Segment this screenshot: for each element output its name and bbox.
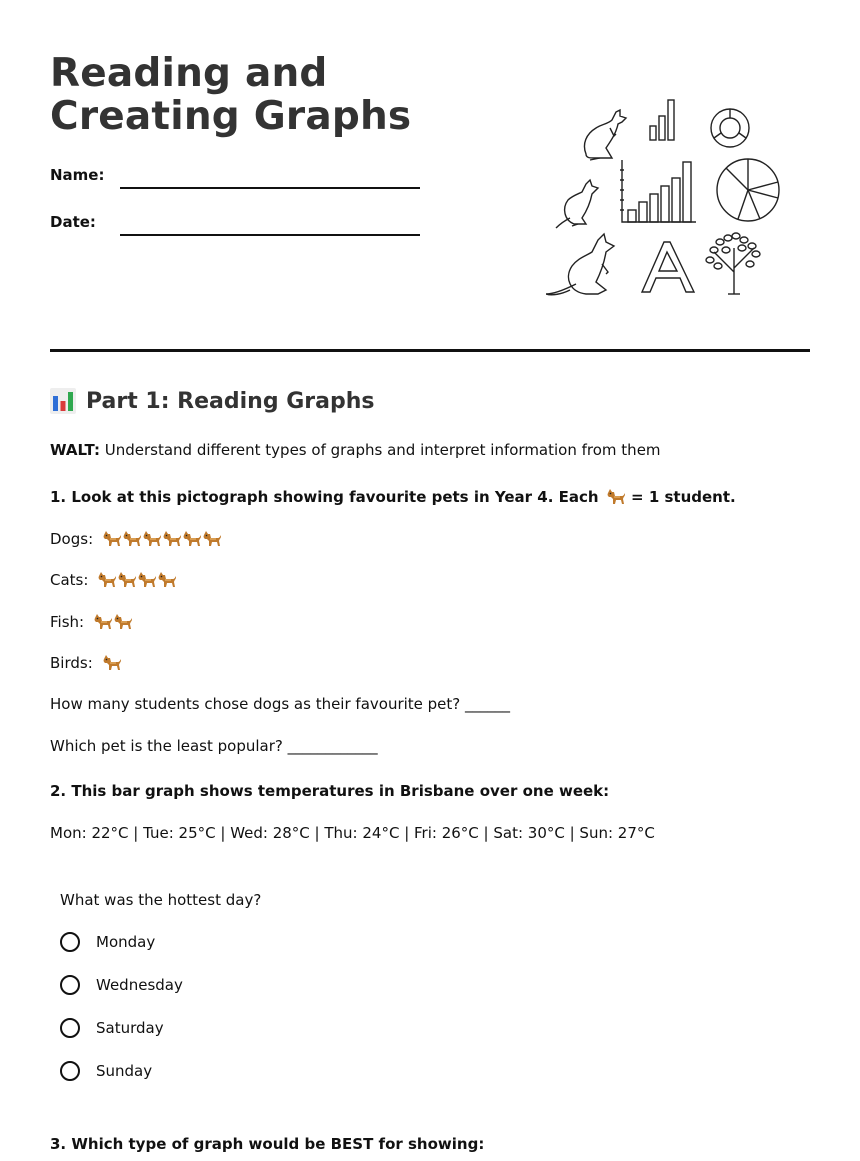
dog-icon bbox=[102, 529, 122, 547]
radio-button[interactable] bbox=[60, 932, 80, 952]
pictograph-row bbox=[50, 570, 177, 589]
tree-icon bbox=[706, 233, 760, 294]
name-line[interactable] bbox=[120, 187, 420, 189]
dog-icon bbox=[182, 529, 202, 547]
q2-prompt: What was the hottest day? bbox=[60, 891, 262, 909]
row-label-cats: Cats: bbox=[50, 571, 89, 589]
pictograph-row bbox=[50, 612, 133, 631]
q1-heading bbox=[50, 487, 736, 506]
kangaroo-graphs-clipart bbox=[546, 96, 786, 302]
dog-icon bbox=[157, 570, 177, 588]
pie-chart-icon bbox=[717, 159, 779, 221]
donut-chart-icon bbox=[711, 109, 749, 147]
walt-text: Understand different types of graphs and interpret information from them bbox=[99, 441, 661, 459]
option-saturday[interactable] bbox=[60, 1018, 164, 1038]
q1-question-b: Which pet is the least popular? ____________ bbox=[50, 737, 378, 755]
header-divider bbox=[50, 349, 810, 352]
q1-suffix: = 1 student. bbox=[631, 488, 736, 506]
pictograph-row bbox=[50, 653, 122, 672]
option-label: Wednesday bbox=[96, 976, 183, 994]
dog-icon bbox=[202, 529, 222, 547]
q3-heading: 3. Which type of graph would be BEST for showing: bbox=[50, 1135, 485, 1153]
date-label: Date: bbox=[50, 213, 96, 231]
kangaroo-medium-icon bbox=[556, 180, 598, 228]
dog-icon bbox=[162, 529, 182, 547]
option-wednesday[interactable] bbox=[60, 975, 183, 995]
dog-icon bbox=[102, 653, 122, 671]
dog-icon bbox=[122, 529, 142, 547]
row-label-fish: Fish: bbox=[50, 613, 85, 631]
dog-icons-cats bbox=[97, 570, 177, 588]
q2-temps: Mon: 22°C | Tue: 25°C | Wed: 28°C | Thu: 24°C | Fri: 26°C | Sat: 30°C | Sun: 27°C bbox=[50, 824, 655, 842]
radio-button[interactable] bbox=[60, 1061, 80, 1081]
option-label: Monday bbox=[96, 933, 156, 951]
kangaroo-large-icon bbox=[546, 234, 614, 295]
option-monday[interactable] bbox=[60, 932, 155, 952]
dog-icons-fish bbox=[93, 612, 133, 630]
name-label: Name: bbox=[50, 166, 105, 184]
q1-prefix: 1. Look at this pictograph showing favourite pets in Year 4. Each bbox=[50, 488, 599, 506]
dog-icon bbox=[606, 487, 626, 505]
pictograph-row bbox=[50, 529, 222, 548]
radio-button[interactable] bbox=[60, 1018, 80, 1038]
q1-question-a: How many students chose dogs as their favourite pet? ______ bbox=[50, 695, 511, 713]
walt-label: WALT: bbox=[50, 441, 100, 459]
bar-chart-icon bbox=[50, 388, 76, 414]
radio-button[interactable] bbox=[60, 975, 80, 995]
part1-title: Part 1: Reading Graphs bbox=[86, 388, 375, 414]
option-sunday[interactable] bbox=[60, 1061, 152, 1081]
bar-chart-icon bbox=[620, 160, 696, 222]
worksheet-page bbox=[50, 0, 810, 1161]
part1-heading bbox=[50, 388, 375, 414]
q2-heading: 2. This bar graph shows temperatures in Brisbane over one week: bbox=[50, 782, 610, 800]
dog-icon bbox=[97, 570, 117, 588]
letter-a-icon bbox=[642, 242, 694, 292]
dog-icon bbox=[117, 570, 137, 588]
row-label-dogs: Dogs: bbox=[50, 530, 94, 548]
option-label: Sunday bbox=[96, 1062, 153, 1080]
date-line[interactable] bbox=[120, 234, 420, 236]
row-label-birds: Birds: bbox=[50, 654, 93, 672]
walt-line bbox=[50, 441, 661, 459]
dog-icons-birds bbox=[102, 653, 122, 671]
dog-icons-dogs bbox=[102, 529, 222, 547]
dog-icon bbox=[113, 612, 133, 630]
dog-icon bbox=[93, 612, 113, 630]
dog-icon bbox=[142, 529, 162, 547]
page-title: Reading and Creating Graphs bbox=[50, 51, 412, 139]
small-bar-chart-icon bbox=[650, 100, 674, 140]
option-label: Saturday bbox=[96, 1019, 164, 1037]
dog-icon bbox=[137, 570, 157, 588]
dog-icon bbox=[606, 487, 626, 505]
kangaroo-small-icon bbox=[584, 110, 626, 160]
